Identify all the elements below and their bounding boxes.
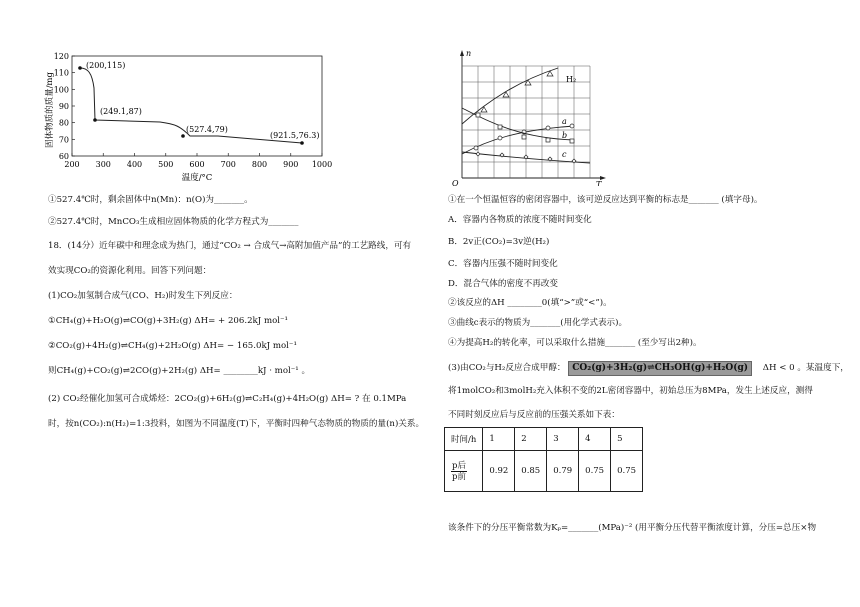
q18-title: 18．(14分）近年碳中和理念成为热门，通过“CO₂ → 合成气→高附加值产品”的工艺路线，可有 — [48, 241, 412, 251]
chart1-xtick: 900 — [283, 160, 299, 169]
label-b: b — [562, 131, 568, 140]
table-header-row — [445, 428, 643, 451]
part3-line3: 不同时刻反应后与反应前的压强关系如下表： — [448, 410, 620, 420]
table-cell: 0.85 — [515, 451, 547, 492]
pressure-ratio-fraction — [451, 461, 467, 482]
chart1-ytick: 90 — [58, 102, 69, 111]
right-q1: ①在一个恒温恒容的密闭容器中，该可逆反应达到平衡的标志是_______ (填字母)。 — [448, 195, 763, 205]
reaction-2: ②CO₂(g)+4H₂(g)⇌CH₄(g)+2H₂O(g) ΔH= − 165.0kJ mol⁻¹ — [48, 341, 297, 351]
chart1-ylabel: 固体物质的质量/mg — [45, 72, 55, 148]
pressure-ratio-cell — [445, 451, 483, 492]
chart1-xlabel: 温度/°C — [181, 173, 213, 183]
methanol-equation-image: CO₂(g)+3H₂(g)⇌CH₃OH(g)+H₂O(g) — [568, 361, 752, 376]
table-head-4: 4 — [579, 428, 611, 451]
label-527-79: (527.4,79) — [186, 125, 228, 134]
table-cell: 0.92 — [483, 451, 515, 492]
chart1-xtick: 400 — [126, 160, 143, 169]
origin-label: O — [452, 179, 459, 186]
chart1-ytick: 80 — [58, 118, 69, 128]
table-cell: 0.75 — [611, 451, 643, 492]
right-q4: ④为提高H₂的转化率，可以采取什么措施_______ (至少写出2种)。 — [448, 338, 702, 348]
n-temperature-chart — [448, 46, 618, 186]
frac-numerator: p后 — [452, 460, 466, 471]
table-head-2: 2 — [515, 428, 547, 451]
kp-question: 该条件下的分压平衡常数为Kₚ=_______(MPa)⁻² (用平衡分压代替平衡浓度计算，分压=总压×物 — [448, 523, 817, 533]
left-q2: ②527.4℃时，MnCO₃生成相应固体物质的化学方程式为_______ — [48, 217, 299, 227]
chart1-xtick: 800 — [251, 160, 268, 169]
chart1-xtick: 700 — [220, 160, 236, 169]
table-cell: 0.79 — [547, 451, 579, 492]
point-200-115 — [78, 66, 82, 70]
option-b: B．2v正(CO₂)=3v逆(H₂) — [448, 237, 550, 247]
chart1-xtick: 200 — [64, 160, 80, 169]
label-a: a — [562, 117, 567, 126]
part2-line2: 时，按n(CO₂):n(H₂)=1:3投料，如图为不同温度(T)下，平衡时四种气态物质的物质的量(n)关系。 — [48, 419, 425, 429]
option-c: C．容器内压强不随时间变化 — [448, 259, 558, 269]
part1-heading: (1)CO₂加氢制合成气(CO、H₂)时发生下列反应： — [48, 291, 238, 301]
label-c: c — [562, 150, 567, 159]
point-527-79 — [181, 134, 185, 138]
option-d: D．混合气体的密度不再改变 — [448, 279, 559, 289]
label-921-76: (921.5,76.3) — [270, 131, 320, 140]
table-head-time: 时间/h — [445, 428, 483, 451]
label-200-115: (200,115) — [86, 61, 126, 70]
chart1-xtick: 600 — [189, 160, 205, 169]
table-head-5: 5 — [611, 428, 643, 451]
n-axis-label: n — [466, 49, 472, 58]
table-head-3: 3 — [547, 428, 579, 451]
left-q1: ①527.4℃时，剩余固体中n(Mn)：n(O)为_______。 — [48, 195, 253, 205]
part2-heading: (2) CO₂经催化加氢可合成烯烃：2CO₂(g)+6H₂(g)⇌C₂H₄(g)+4H₂O(g) ΔH= ? 在 0.1MPa — [48, 394, 407, 404]
pressure-table — [444, 427, 643, 492]
chart1-xtick: 500 — [158, 160, 174, 169]
chart1-ytick: 110 — [53, 68, 69, 78]
chart1-xtick: 300 — [95, 160, 111, 169]
table-row — [445, 451, 643, 492]
frac-denominator: p前 — [452, 471, 466, 482]
table-head-1: 1 — [483, 428, 515, 451]
mass-temperature-chart — [40, 48, 340, 183]
chart1-ytick: 120 — [53, 52, 69, 61]
point-921-76 — [300, 141, 304, 145]
label-249-87: (249.1,87) — [100, 107, 142, 116]
chart1-ytick: 70 — [58, 135, 69, 145]
part3-line1 — [448, 361, 849, 376]
right-q2: ②该反应的ΔH ________0(填“>”或“<”)。 — [448, 298, 612, 308]
part3-pre: (3)由CO₂与H₂反应合成甲醇： — [448, 363, 566, 373]
q18-line2: 效实现CO₂的资源化利用。回答下列问题： — [48, 266, 212, 276]
part3-post: ΔH < 0 。某温度下， — [762, 363, 849, 373]
option-a: A．容器内各物质的浓度不随时间变化 — [448, 215, 592, 225]
chart1-xtick: 1000 — [311, 160, 333, 169]
right-q3: ③曲线c表示的物质为_______(用化学式表示)。 — [448, 318, 628, 328]
chart1-ytick: 60 — [58, 152, 69, 161]
reaction-3: 则CH₄(g)+CO₂(g)⇌2CO(g)+2H₂(g) ΔH= ________kJ · mol⁻¹ 。 — [48, 366, 311, 376]
table-cell: 0.75 — [579, 451, 611, 492]
point-249-87 — [93, 118, 97, 122]
chart1-ytick: 100 — [53, 85, 69, 95]
t-axis-label: T — [596, 180, 602, 186]
part3-line2: 将1molCO₂和3molH₂充入体积不变的2L密闭容器中，初始总压为8MPa，发生上述反应，测得 — [448, 386, 813, 396]
label-h2: H₂ — [566, 75, 577, 84]
reaction-1: ①CH₄(g)+H₂O(g)⇌CO(g)+3H₂(g) ΔH= + 206.2kJ mol⁻¹ — [48, 316, 288, 326]
